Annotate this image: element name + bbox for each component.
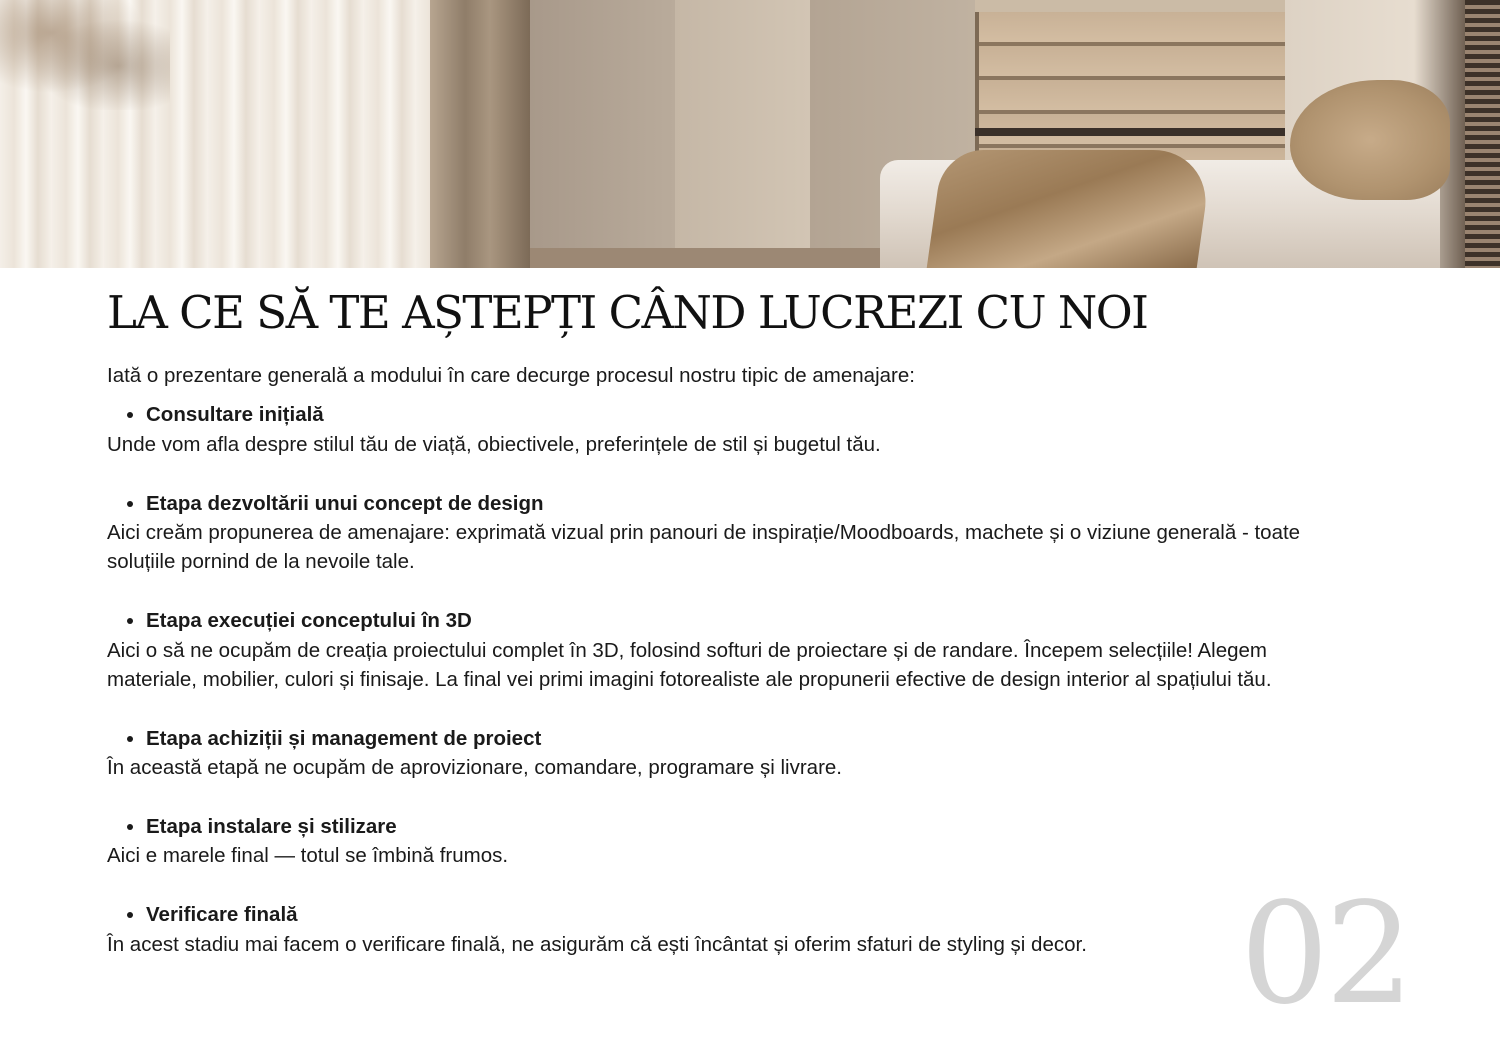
step-bullet-list	[107, 489, 1347, 518]
process-content	[107, 361, 1347, 959]
step-bullet-list	[107, 606, 1347, 635]
step-heading: • Etapa achiziții și management de proiect	[146, 724, 1347, 753]
step-bullet-list	[107, 400, 1347, 429]
step-bullet-list	[107, 900, 1347, 929]
intro-text: Iată o prezentare generală a modului în care decurge procesul nostru tipic de amenajare:	[107, 364, 915, 387]
step-description: Unde vom afla despre stilul tău de viață, obiectivele, preferințele de stil și bugetul tău.	[107, 432, 881, 456]
hero-bedroom-image	[0, 0, 1500, 268]
wood-slat-panel	[1465, 0, 1500, 268]
process-step	[107, 812, 1347, 871]
page-title: LA CE SĂ TE AȘTEPȚI CÂND LUCREZI CU NOI	[107, 286, 1148, 339]
step-description: Aici o să ne ocupăm de creația proiectului complet în 3D, folosind softuri de proiectare și de randare. Începem selecțiile! Alegem materiale, mobilier, culori și finisaje. La final vei primi imagini fotorealiste ale propunerii efective de design interior al spațiului tău.	[107, 638, 1272, 692]
step-heading: • Consultare inițială	[146, 400, 1347, 429]
drawer-gap	[975, 128, 1285, 136]
process-step	[107, 606, 1347, 694]
wardrobe-panel	[530, 0, 678, 250]
process-step	[107, 489, 1347, 577]
process-step	[107, 724, 1347, 783]
step-heading: • Verificare finală	[146, 900, 1347, 929]
drawer-unit	[975, 12, 1293, 162]
bed-throw-blanket	[927, 150, 1214, 268]
step-heading: • Etapa instalare și stilizare	[146, 812, 1347, 841]
step-description: Aici e marele final — totul se îmbină frumos.	[107, 844, 509, 868]
step-description: În această etapă ne ocupăm de aprovizionare, comandare, programare și livrare.	[107, 756, 842, 780]
step-bullet-list	[107, 812, 1347, 841]
step-description: Aici creăm propunerea de amenajare: exprimată vizual prin panouri de inspirație/Moodboards, machete și o viziune generală - toate soluțiile pornind de la nevoile tale.	[107, 521, 1301, 574]
page-number: 02	[1240, 873, 1411, 1036]
step-bullet-list	[107, 724, 1347, 753]
heavy-curtain	[430, 0, 530, 268]
process-step	[107, 400, 1347, 459]
step-description: În acest stadiu mai facem o verificare finală, ne asigurăm că ești încântat și oferim sfaturi de styling și decor.	[107, 932, 1087, 956]
process-step	[107, 900, 1347, 959]
step-heading: • Etapa dezvoltării unui concept de design	[146, 489, 1347, 518]
dried-branches	[0, 0, 170, 110]
wardrobe-panel	[675, 0, 813, 250]
step-heading: • Etapa execuției conceptului în 3D	[146, 606, 1347, 635]
